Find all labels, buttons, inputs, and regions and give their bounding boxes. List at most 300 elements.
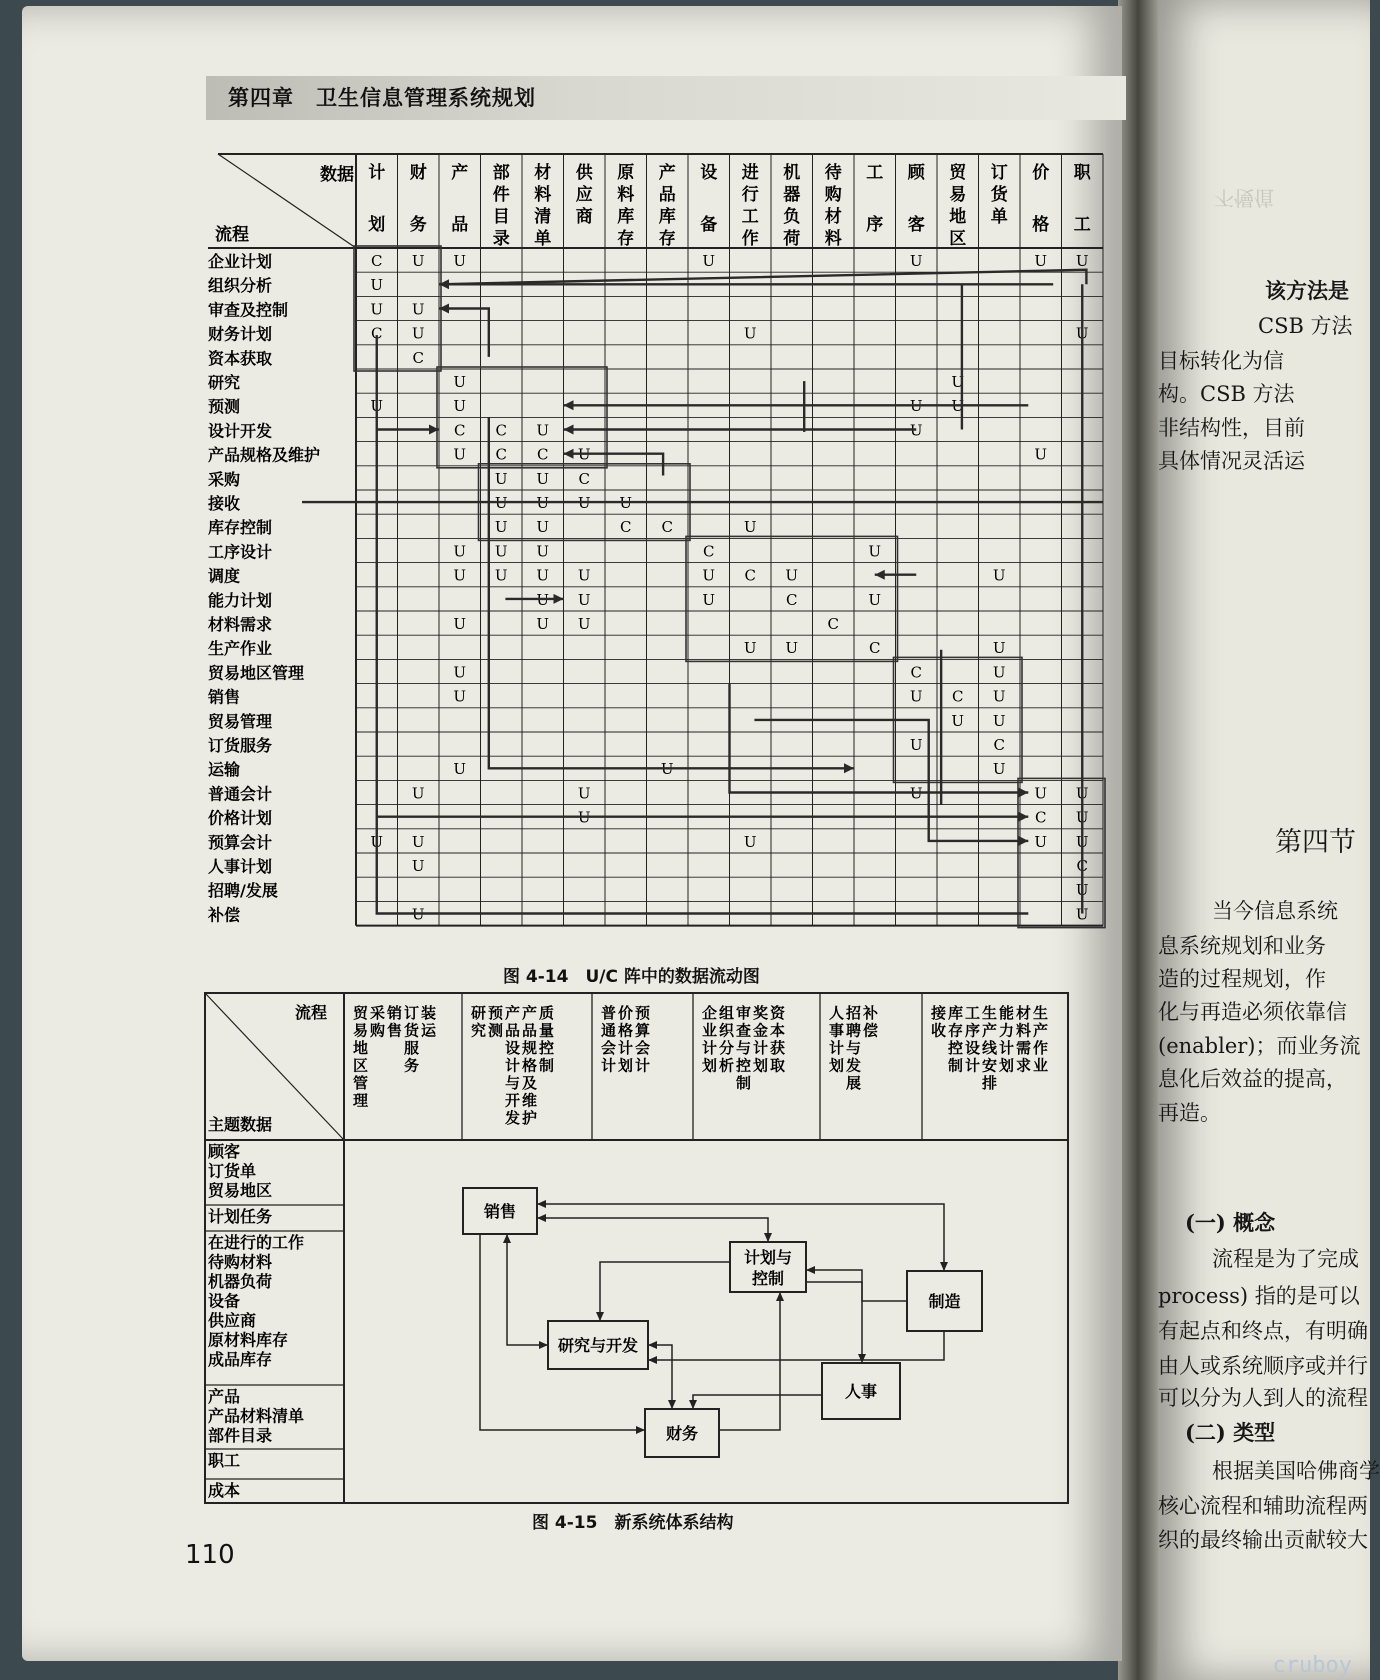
right-page-line: 核心流程和辅助流程两	[1158, 1494, 1368, 1518]
process-label-char: 作	[1032, 1039, 1049, 1057]
process-label-char: 预	[487, 1004, 504, 1022]
right-page-line: 构。CSB 方法	[1158, 382, 1295, 406]
matrix-cell-mark: C	[1035, 808, 1047, 827]
matrix-cell-mark: U	[992, 566, 1006, 585]
right-page-line: 第四节	[1275, 827, 1356, 858]
matrix-cell-mark: C	[661, 518, 673, 537]
process-label-char: 查	[735, 1021, 752, 1040]
row-label: 补偿	[208, 905, 241, 925]
architecture-arrowhead	[668, 1400, 676, 1409]
process-label-char: 计	[617, 1039, 634, 1057]
row-label: 价格计划	[208, 808, 273, 828]
column-header-char: 品	[451, 215, 469, 235]
right-page-line: 具体情况灵活运	[1158, 449, 1305, 473]
matrix-cell-mark: U	[536, 421, 550, 440]
matrix-cell-mark: C	[952, 687, 964, 706]
process-label-char: 生	[1032, 1004, 1049, 1022]
column-header-char: 存	[617, 229, 635, 249]
matrix-cell-mark: U	[370, 397, 384, 416]
process-label-char: 制	[735, 1074, 752, 1092]
architecture-arrowhead	[940, 1262, 948, 1271]
architecture-connector	[806, 1270, 907, 1301]
process-label-char: 收	[930, 1021, 947, 1040]
process-label-char: 工	[964, 1004, 981, 1022]
process-label-char: 分	[718, 1039, 735, 1057]
column-header-char: 供	[575, 163, 593, 183]
process-label-char: 管	[352, 1074, 369, 1092]
matrix-cell-mark: U	[577, 784, 591, 803]
column-header-char: 备	[700, 215, 718, 235]
matrix-cell-mark: C	[495, 421, 507, 440]
process-label-char: 易	[352, 1021, 369, 1040]
column-header-char: 商	[575, 207, 593, 227]
process-label-char: 计	[504, 1056, 521, 1075]
matrix-cell-mark: C	[744, 566, 756, 585]
row-label: 工序设计	[208, 542, 273, 562]
matrix-cell-mark: U	[536, 469, 550, 488]
matrix-cell-mark: U	[453, 445, 467, 464]
process-label-char: 与	[735, 1039, 752, 1057]
architecture-connector	[648, 1345, 672, 1409]
row-label: 招聘/发展	[208, 881, 278, 901]
matrix-cell-mark: U	[951, 397, 965, 416]
column-header-char: 工	[866, 163, 884, 183]
column-header-char: 序	[866, 215, 884, 235]
column-header-char: 负	[783, 207, 801, 227]
column-header-char: 产	[451, 163, 469, 183]
row-label: 贸易管理	[208, 711, 273, 731]
process-label-char: 奖	[752, 1004, 769, 1022]
matrix-cell-mark: U	[909, 736, 923, 754]
process-label-char: 控	[538, 1039, 555, 1057]
column-header-char: 存	[658, 229, 676, 249]
matrix-cell-mark: U	[868, 590, 882, 609]
row-label: 产品规格及维护	[208, 445, 321, 465]
column-header-char: 划	[368, 215, 386, 235]
matrix-cell-mark: U	[1075, 905, 1089, 924]
matrix-cell-mark: C	[495, 445, 507, 464]
matrix-cell-mark: U	[536, 615, 550, 633]
process-label-char: 算	[634, 1021, 651, 1040]
matrix-cell-mark: U	[494, 542, 508, 561]
matrix-cell-mark: C	[454, 421, 466, 440]
architecture-connector	[648, 1331, 944, 1360]
matrix-cell-mark: U	[909, 421, 923, 440]
process-label-char: 价	[617, 1004, 634, 1022]
architecture-arrowhead	[806, 1266, 815, 1274]
subsystem-box-label: 销售	[483, 1202, 517, 1221]
corner-bottom-label: 主题数据	[208, 1115, 273, 1134]
column-header-char: 作	[741, 229, 759, 249]
right-page-line: CSB 方法	[1258, 314, 1353, 338]
column-header-char: 材	[534, 163, 552, 183]
matrix-cell-mark: C	[993, 736, 1005, 754]
subject-data-label: 设备	[208, 1291, 241, 1311]
column-header-char: 工	[741, 207, 759, 227]
process-label-char: 普	[600, 1004, 617, 1022]
architecture-connector	[507, 1234, 548, 1345]
column-header-char: 部	[492, 163, 510, 183]
column-header-char: 目	[492, 207, 510, 227]
row-label: 组织分析	[208, 276, 273, 296]
process-label-char: 预	[634, 1004, 651, 1022]
process-label-char: 会	[634, 1039, 651, 1057]
process-label-char: 控	[735, 1056, 752, 1075]
row-label: 调度	[208, 566, 241, 586]
process-label-char: 产	[981, 1021, 998, 1040]
column-header-char: 客	[907, 215, 925, 235]
column-header-char: 职	[1073, 163, 1091, 183]
process-label-char: 制	[538, 1056, 555, 1075]
process-label-char: 人	[828, 1004, 845, 1022]
process-label-char: 需	[1015, 1039, 1032, 1057]
figure-4-15-caption: 图 4-15 新系统体系结构	[532, 1513, 734, 1533]
process-label-char: 发	[504, 1109, 521, 1127]
process-label-char: 存	[947, 1021, 964, 1040]
matrix-cell-mark: U	[536, 542, 550, 561]
process-label-char: 计	[752, 1039, 769, 1057]
process-label-char: 计	[701, 1039, 718, 1057]
architecture-arrowhead	[648, 1341, 657, 1349]
matrix-cell-mark: C	[786, 590, 798, 609]
process-label-char: 产	[504, 1004, 521, 1022]
matrix-cell-mark: U	[370, 276, 384, 295]
right-page-line: 当今信息系统	[1212, 899, 1338, 923]
matrix-cell-mark: U	[1034, 832, 1048, 851]
matrix-cell-mark: C	[537, 445, 549, 464]
row-label: 审查及控制	[208, 300, 289, 320]
process-label-char: 制	[947, 1056, 964, 1075]
matrix-cell-mark: U	[1034, 252, 1048, 270]
matrix-cell-mark: C	[703, 542, 715, 561]
process-label-char: 材	[1015, 1004, 1032, 1022]
column-header-char: 录	[492, 229, 510, 249]
matrix-cell-mark: U	[992, 639, 1006, 658]
matrix-cell-mark: U	[702, 252, 716, 270]
matrix-cell-mark: U	[1075, 808, 1089, 827]
process-label-char: 装	[420, 1004, 437, 1022]
matrix-cell-mark: U	[909, 687, 923, 706]
process-label-char: 格	[521, 1056, 538, 1075]
matrix-cell-mark: U	[868, 542, 882, 561]
matrix-cell-mark: U	[785, 639, 799, 658]
subject-data-label: 产品	[208, 1387, 241, 1406]
process-label-char: 聘	[845, 1021, 862, 1040]
column-header-char: 库	[617, 207, 635, 227]
matrix-cell-mark: U	[453, 760, 467, 779]
column-header-char: 价	[1032, 163, 1050, 183]
matrix-cell-mark: U	[370, 832, 384, 851]
matrix-cell-mark: U	[453, 663, 467, 682]
column-header-char: 订	[990, 163, 1008, 183]
right-page-line: 化与再造必须依靠信	[1158, 1000, 1347, 1024]
process-label-char: 生	[981, 1004, 998, 1022]
matrix-cell-mark: U	[453, 566, 467, 585]
column-header-char: 待	[824, 163, 842, 183]
process-label-char: 运	[420, 1021, 437, 1040]
row-label: 研究	[208, 373, 241, 392]
column-header-char: 贸	[949, 163, 967, 183]
process-label-char: 贸	[352, 1004, 369, 1022]
column-header-char: 器	[783, 185, 801, 205]
row-label: 接收	[208, 494, 241, 513]
process-label-char: 计	[828, 1039, 845, 1057]
matrix-cell-mark: U	[619, 494, 633, 512]
process-label-char: 研	[470, 1004, 487, 1022]
matrix-cell-mark: U	[494, 566, 508, 585]
process-label-char: 析	[718, 1056, 735, 1075]
matrix-cell-mark: U	[1075, 784, 1089, 803]
right-page-line: (enabler)；而业务流	[1158, 1034, 1361, 1058]
matrix-cell-mark: U	[453, 252, 467, 270]
column-header-char: 进	[741, 163, 759, 183]
matrix-cell-mark: U	[743, 324, 757, 343]
matrix-cell-mark: U	[1075, 881, 1089, 900]
matrix-cell-mark: U	[992, 711, 1006, 730]
architecture-arrowhead	[648, 1356, 657, 1364]
matrix-cell-mark: C	[578, 469, 590, 488]
process-label-char: 测	[487, 1021, 504, 1040]
process-label-char: 品	[521, 1021, 538, 1040]
process-label-char: 务	[403, 1056, 420, 1075]
row-label: 运输	[208, 760, 241, 780]
right-page-line: 再造。	[1158, 1101, 1221, 1125]
subject-data-label: 贸易地区	[208, 1181, 273, 1200]
right-page-line: 织的最终输出贡献较大	[1158, 1528, 1368, 1552]
process-label-char: 究	[470, 1021, 487, 1040]
matrix-cell-mark: U	[577, 566, 591, 585]
watermark: cruboy	[1272, 1653, 1352, 1678]
process-label-char: 计	[600, 1056, 617, 1075]
process-label-char: 区	[352, 1056, 369, 1075]
process-label-char: 事	[828, 1021, 845, 1040]
process-label-char: 量	[538, 1021, 555, 1040]
process-label-char: 划	[701, 1056, 718, 1075]
row-label: 库存控制	[208, 518, 273, 538]
process-label-char: 料	[1015, 1021, 1032, 1040]
matrix-cell-mark: C	[371, 324, 383, 343]
right-page-line: 根据美国哈佛商学	[1212, 1459, 1380, 1483]
matrix-cell-mark: U	[909, 252, 923, 270]
bleed-through-text: 不慢值	[1214, 186, 1274, 210]
column-header-char: 件	[492, 185, 510, 205]
matrix-cell-mark: C	[910, 663, 922, 682]
column-header-char: 料	[824, 229, 842, 249]
column-header-char: 库	[658, 207, 676, 227]
column-header-char: 行	[741, 185, 759, 205]
figure-4-14-caption: 图 4-14 U/C 阵中的数据流动图	[503, 967, 760, 987]
column-header-char: 工	[1073, 215, 1091, 235]
process-label-char: 偿	[862, 1021, 879, 1040]
matrix-cell-mark: U	[494, 518, 508, 537]
process-label-char: 地	[352, 1039, 369, 1057]
matrix-cell-mark: U	[411, 857, 425, 875]
matrix-cell-mark: U	[743, 518, 757, 537]
architecture-arrowhead	[636, 1426, 645, 1434]
architecture-arrowhead	[764, 1233, 772, 1242]
process-label-char: 格	[617, 1021, 634, 1040]
matrix-cell-mark: U	[992, 760, 1006, 779]
subject-data-label: 成本	[208, 1481, 241, 1500]
matrix-cell-mark: U	[494, 494, 508, 512]
process-label-char: 通	[600, 1021, 617, 1040]
matrix-cell-mark: U	[536, 566, 550, 585]
chapter-header: 第四章 卫生信息管理系统规划	[228, 86, 536, 110]
right-page-line: 可以分为人到人的流程	[1158, 1386, 1368, 1410]
column-header-char: 应	[575, 185, 593, 205]
process-label-char: 获	[769, 1039, 786, 1057]
process-label-char: 售	[386, 1021, 403, 1040]
column-header-char: 单	[990, 207, 1008, 227]
architecture-arrowhead	[858, 1354, 866, 1363]
subsystem-box-label: 研究与开发	[557, 1336, 639, 1355]
subject-data-label: 机器负荷	[208, 1272, 273, 1291]
matrix-cell-mark: U	[951, 373, 965, 391]
row-label: 资本获取	[208, 348, 273, 368]
row-label: 财务计划	[208, 324, 273, 344]
column-header-char: 单	[534, 229, 552, 249]
matrix-cell-mark: U	[411, 300, 425, 319]
process-label-char: 求	[1015, 1056, 1032, 1075]
column-header-char: 料	[534, 185, 552, 205]
matrix-cell-mark: U	[453, 397, 467, 416]
matrix-cell-mark: U	[1075, 252, 1089, 270]
matrix-cell-mark: U	[453, 542, 467, 561]
matrix-cell-mark: U	[453, 687, 467, 706]
process-label-char: 理	[352, 1091, 369, 1110]
subject-data-label: 原材料库存	[208, 1330, 289, 1350]
matrix-cell-mark: C	[371, 252, 383, 270]
row-label: 预测	[208, 397, 241, 417]
subject-data-label: 顾客	[208, 1142, 241, 1161]
row-label: 普通会计	[208, 784, 273, 804]
matrix-cell-mark: U	[411, 784, 425, 803]
process-label-char: 采	[369, 1004, 386, 1022]
column-header-char: 计	[368, 163, 386, 183]
matrix-cell-mark: U	[453, 373, 467, 391]
matrix-cell-mark: U	[577, 494, 591, 512]
matrix-cell-mark: U	[411, 832, 425, 851]
column-header-char: 品	[658, 185, 676, 205]
matrix-cell-mark: U	[536, 518, 550, 537]
architecture-connector	[537, 1218, 768, 1242]
matrix-cell-mark: U	[951, 711, 965, 730]
process-label-char: 计	[964, 1056, 981, 1075]
right-page-line: 由人或系统顺序或并行	[1158, 1354, 1368, 1378]
architecture-arrowhead	[503, 1234, 511, 1243]
process-label-char: 金	[752, 1021, 769, 1040]
right-page-line: 非结构性，目前	[1158, 416, 1305, 440]
process-label-char: 展	[845, 1074, 862, 1092]
subject-data-label: 职工	[208, 1451, 241, 1470]
process-label-char: 划	[828, 1056, 845, 1075]
matrix-cell-mark: U	[411, 252, 425, 270]
matrix-cell-mark: U	[1034, 445, 1048, 464]
subject-data-label: 产品材料清单	[208, 1406, 305, 1426]
matrix-cell-mark: U	[577, 808, 591, 827]
matrix-cell-mark: U	[992, 687, 1006, 706]
process-label-char: 安	[981, 1056, 998, 1075]
process-label-char: 企	[701, 1004, 718, 1022]
process-label-char: 织	[718, 1021, 735, 1040]
column-header-char: 荷	[783, 229, 801, 249]
process-label-char: 划	[998, 1056, 1015, 1075]
right-page-line: 息化后效益的提高，	[1158, 1067, 1347, 1091]
subject-data-label: 供应商	[208, 1311, 257, 1330]
matrix-cell-mark: U	[909, 784, 923, 803]
architecture-connector	[693, 1395, 822, 1409]
subsystem-box-label: 制造	[928, 1292, 961, 1311]
process-label-char: 会	[600, 1039, 617, 1057]
matrix-cell-mark: U	[743, 639, 757, 658]
subject-data-label: 在进行的工作	[208, 1233, 305, 1252]
matrix-cell-mark: U	[536, 590, 550, 609]
process-label-char: 货	[403, 1021, 420, 1040]
row-label: 生产作业	[208, 639, 273, 659]
architecture-arrowhead	[539, 1341, 548, 1349]
process-label-char: 序	[964, 1021, 981, 1040]
process-label-char: 取	[769, 1056, 786, 1075]
process-label-char: 发	[845, 1056, 862, 1075]
process-label-char: 维	[521, 1091, 538, 1110]
row-label: 贸易地区管理	[208, 663, 305, 683]
matrix-cell-mark: U	[370, 300, 384, 319]
row-label: 预算会计	[208, 832, 273, 852]
process-label-char: 接	[930, 1004, 947, 1022]
process-label-char: 排	[981, 1074, 998, 1092]
process-label-char: 及	[521, 1074, 538, 1092]
architecture-arrowhead	[537, 1200, 546, 1208]
process-label-char: 订	[403, 1004, 420, 1022]
right-page-line: 目标转化为信	[1158, 349, 1284, 373]
process-label-char: 计	[634, 1056, 651, 1075]
row-label: 采购	[208, 469, 241, 489]
process-label-char: 购	[369, 1021, 386, 1040]
matrix-cell-mark: C	[1076, 857, 1088, 875]
column-header-char: 区	[949, 229, 967, 249]
process-label-char: 设	[964, 1039, 981, 1057]
row-label: 材料需求	[208, 615, 273, 634]
process-label-char: 与	[504, 1074, 521, 1092]
matrix-cell-mark: U	[909, 397, 923, 416]
process-label-char: 组	[718, 1004, 735, 1022]
matrix-cell-mark: U	[1034, 784, 1048, 803]
row-label: 设计开发	[208, 421, 273, 441]
process-label-char: 护	[521, 1109, 538, 1127]
matrix-cell-mark: U	[577, 590, 591, 609]
row-label: 企业计划	[208, 252, 273, 271]
matrix-cell-mark: U	[577, 615, 591, 633]
architecture-arrowhead	[596, 1312, 604, 1321]
matrix-cell-mark: U	[1075, 832, 1089, 851]
right-page-line: process) 指的是可以	[1158, 1284, 1360, 1308]
column-header-char: 料	[617, 185, 635, 205]
column-header-char: 格	[1032, 215, 1050, 235]
matrix-cell-mark: U	[702, 590, 716, 609]
matrix-cell-mark: U	[785, 566, 799, 585]
process-label-char: 资	[769, 1004, 786, 1022]
column-header-char: 设	[700, 163, 718, 183]
process-label-char: 品	[504, 1021, 521, 1040]
process-label-char: 服	[403, 1039, 420, 1057]
matrix-cell-mark: C	[869, 639, 881, 658]
process-label-char: 能	[998, 1004, 1015, 1022]
process-label-char: 计	[998, 1039, 1015, 1057]
column-header-char: 易	[949, 185, 967, 205]
matrix-cell-mark: U	[992, 663, 1006, 682]
process-label-char: 销	[386, 1004, 403, 1022]
corner-bottom-label: 流程	[215, 225, 249, 245]
